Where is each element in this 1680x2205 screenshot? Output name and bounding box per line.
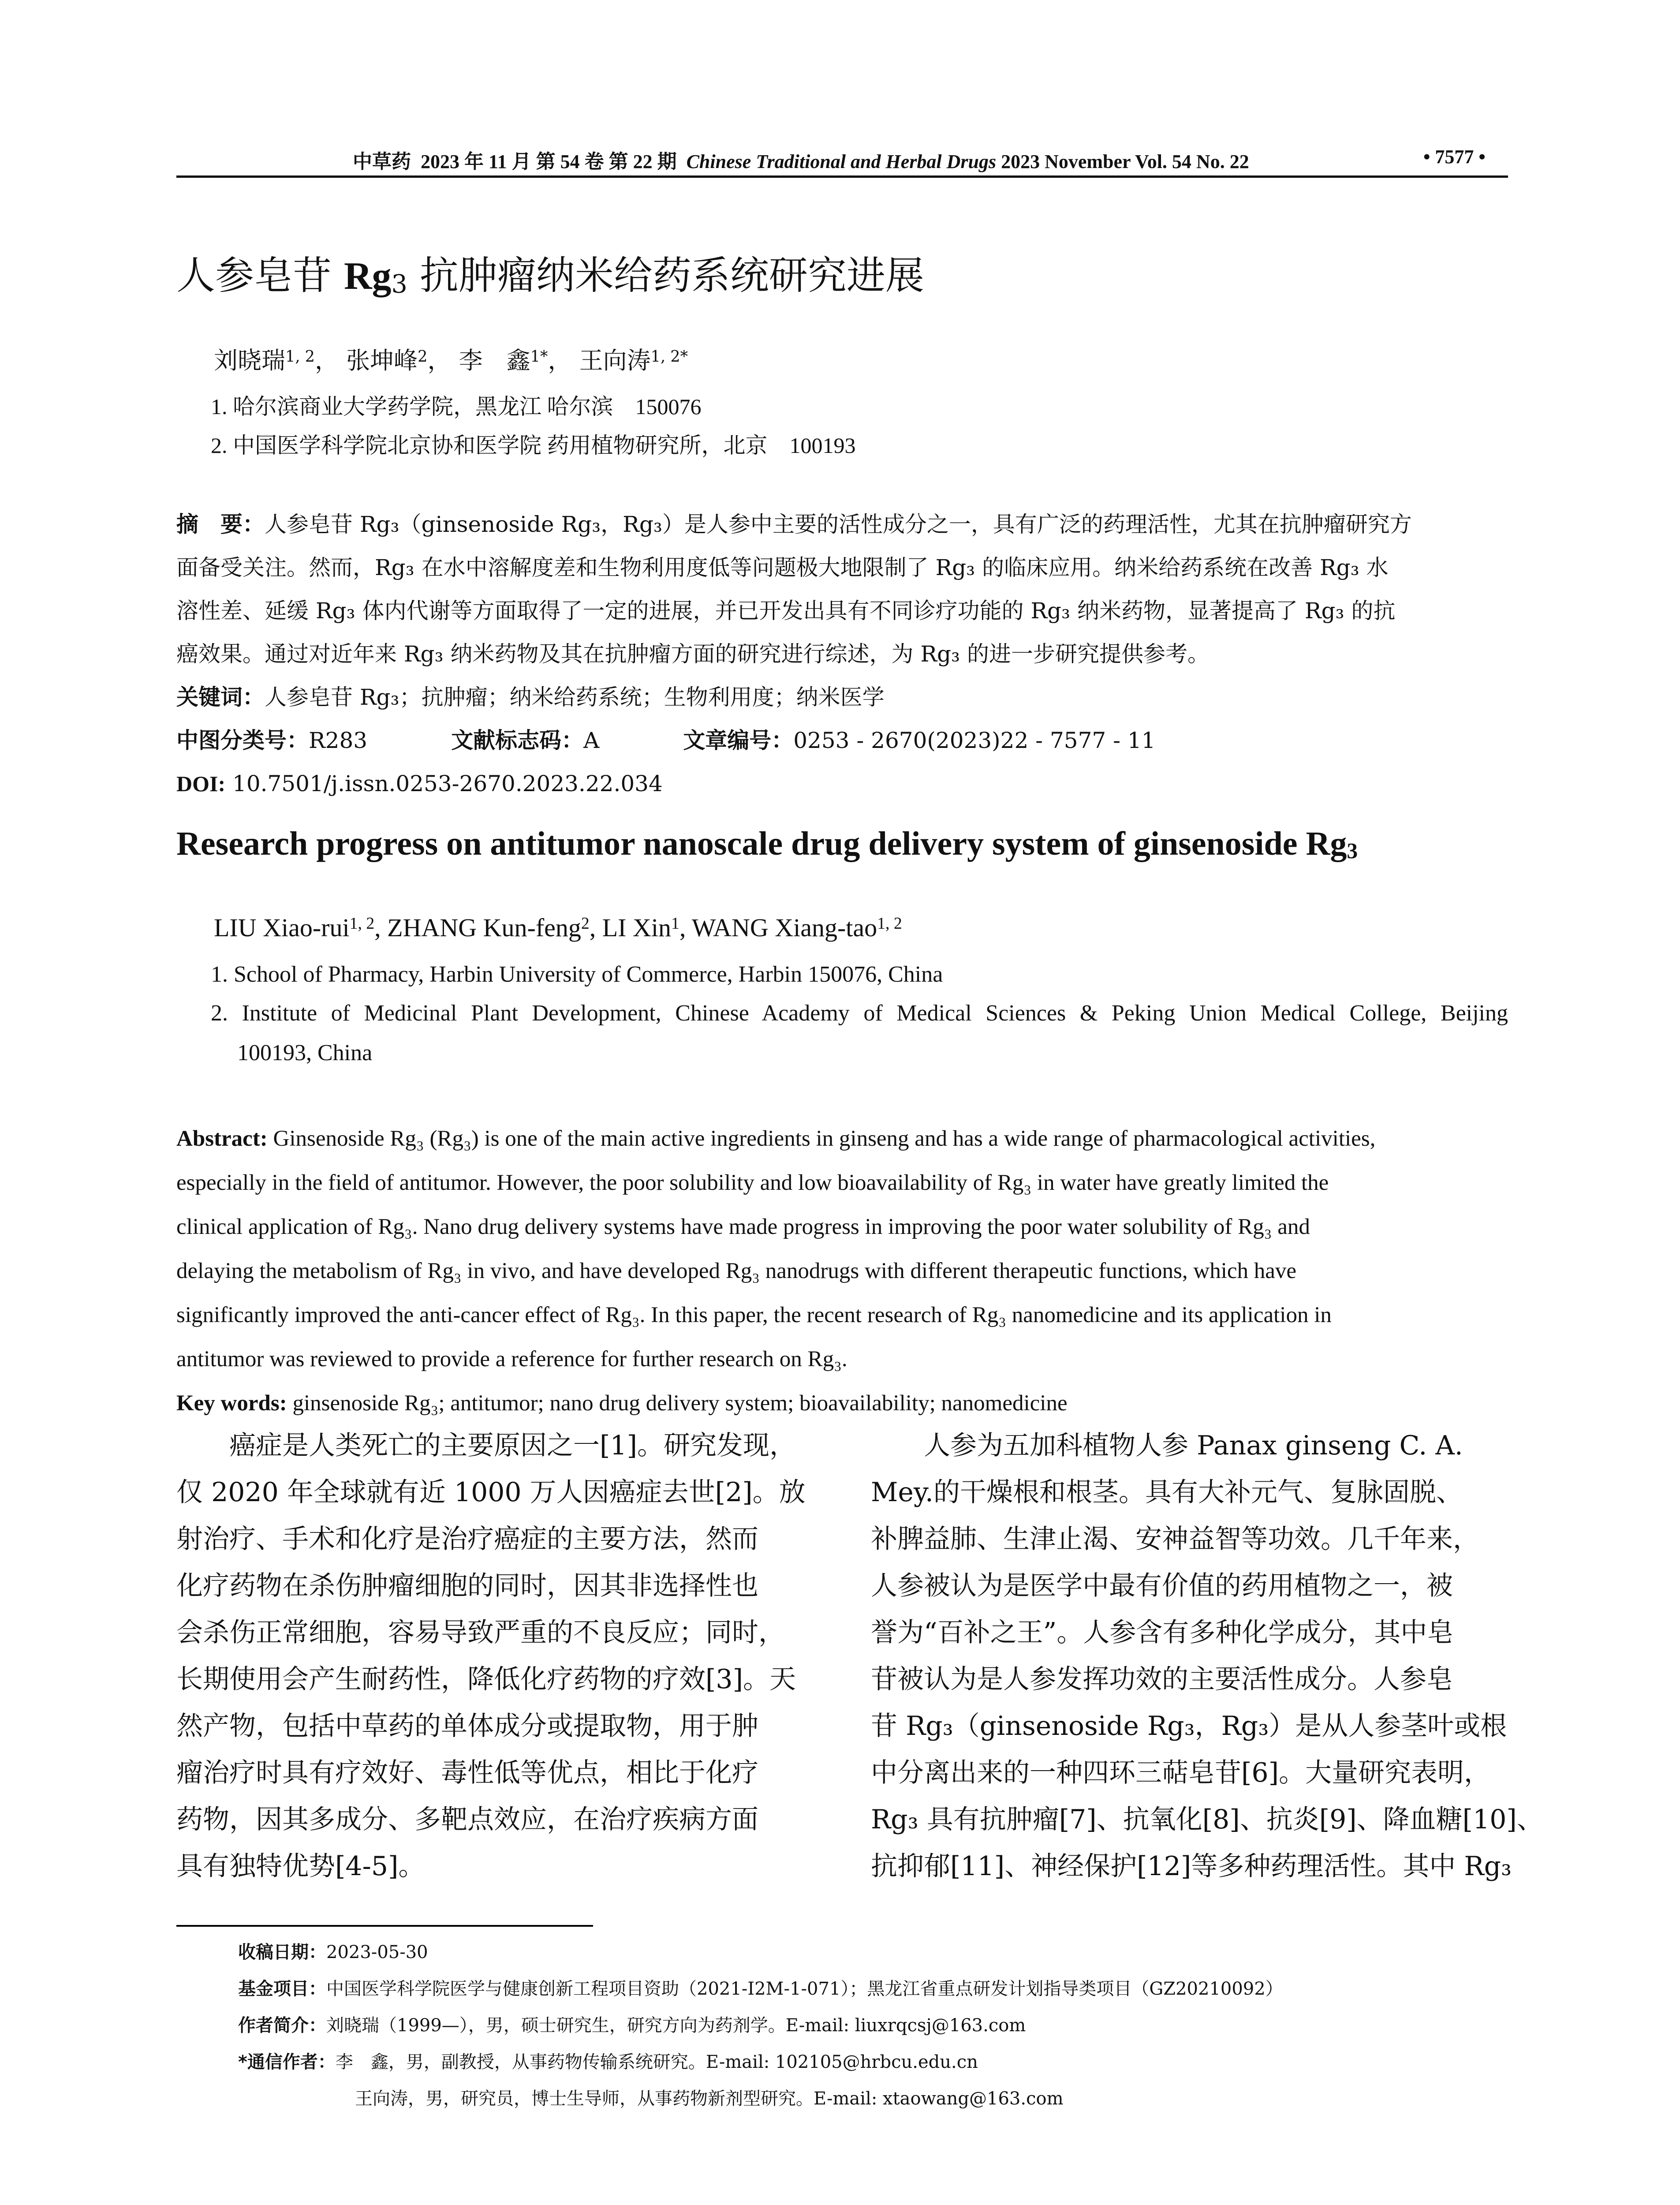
journal-name-en: Chinese Traditional and Herbal Drugs <box>686 151 997 172</box>
affiliation-cn-2: 2. 中国医学科学院北京协和医学院 药用植物研究所，北京 100193 <box>211 433 856 458</box>
authors-cn: 刘晓瑞$^{1, 2}$， 张坤峰$^2$， 李 鑫$^{1*}$， 王向涛$^{1, 2*}$ <box>214 347 688 374</box>
author-affil-sup: 1 <box>671 914 679 933</box>
author-en: LIU Xiao-rui <box>214 913 350 942</box>
abstract-cn-label: 摘 要： <box>176 512 265 537</box>
corr-1: 李 鑫，男，副教授，从事药物传输系统研究。E-mail: 102105@hrbcu.edu.cn <box>335 2052 978 2072</box>
running-header <box>353 146 1249 174</box>
body-line: 苷 Rg₃（ginsenoside Rg₃，Rg₃）是从人参茎叶或根 <box>871 1711 1507 1742</box>
fund-value: 中国医学科学院医学与健康创新工程项目资助（2021-I2M-1-071）；黑龙江省重点研发计划指导类项目（GZ20210092） <box>326 1979 1283 1999</box>
body-line: 射治疗、手术和化疗是治疗癌症的主要方法，然而 <box>176 1524 758 1555</box>
title-cn-sub: 3 <box>391 269 407 299</box>
keywords-cn-label: 关键词： <box>176 684 265 710</box>
body-line: 瘤治疗时具有疗效好、毒性低等优点，相比于化疗 <box>176 1757 758 1788</box>
clc-label: 中图分类号： <box>176 728 309 753</box>
author-affil-sup: 1, 2 <box>349 914 375 933</box>
body-line: 人参为五加科植物人参 Panax ginseng C. A. <box>871 1430 1463 1461</box>
body-line: Mey.的干燥根和根茎。具有大补元气、复脉固脱、 <box>871 1477 1463 1508</box>
abstract-en-line: delaying the metabolism of Rg₃ in vivo, and have developed Rg₃ nanodrugs with different therapeutic functions, which have <box>176 1259 1297 1283</box>
body-line: 会杀伤正常细胞，容易导致严重的不良反应；同时， <box>176 1617 785 1648</box>
issue-cn: 2023 年 11 月 第 54 卷 第 22 期 <box>421 151 677 172</box>
author-affil-sup: 2 <box>418 348 428 366</box>
author-affil-sup: 1, 2* <box>650 348 688 366</box>
body-right-column <box>871 1422 1543 1890</box>
body-line: 然产物，包括中草药的单体成分或提取物，用于肿 <box>176 1711 758 1742</box>
abstract-cn-line: 人参皂苷 Rg₃（ginsenoside Rg₃，Rg₃）是人参中主要的活性成分之一，具有广泛的药理活性，尤其在抗肿瘤研究方 <box>265 512 1412 537</box>
author-cn: 刘晓瑞 <box>214 347 285 374</box>
abstract-en-line: especially in the field of antitumor. However, the poor solubility and low bioavailability of Rg₃ in water have greatly limited the <box>176 1170 1329 1195</box>
author-en: LI Xin <box>602 913 671 942</box>
title-en-main: Research progress on antitumor nanoscale drug delivery system of ginsenoside Rg <box>176 825 1347 862</box>
keywords-en: ginsenoside Rg₃; antitumor; nano drug delivery system; bioavailability; nanomedicine <box>287 1391 1068 1416</box>
body-line: 补脾益肺、生津止渴、安神益智等功效。几千年来， <box>871 1524 1479 1555</box>
author-cn: 王向涛 <box>579 347 651 374</box>
author-affil-sup: 2 <box>581 914 590 933</box>
corr-2: 王向涛，男，研究员，博士生导师，从事药物新剂型研究。E-mail: xtaowang@163.com <box>355 2089 1064 2109</box>
body-line: 抗抑郁[11]、神经保护[12]等多种药理活性。其中 Rg₃ <box>871 1851 1512 1882</box>
body-line: 中分离出来的一种四环三萜皂苷[6]。大量研究表明， <box>871 1757 1490 1788</box>
body-line: Rg₃ 具有抗肿瘤[7]、抗氧化[8]、抗炎[9]、降血糖[10]、 <box>871 1804 1543 1835</box>
body-line: 人参被认为是医学中最有价值的药用植物之一，被 <box>871 1570 1453 1601</box>
abstract-en-label: Abstract: <box>176 1126 268 1151</box>
issue-en: 2023 November Vol. 54 No. 22 <box>1001 151 1249 172</box>
fund <box>238 1975 1283 2000</box>
authors-en: LIU Xiao-rui$^{1, 2}$, ZHANG Kun-feng$^2$, LI Xin$^1$, WANG Xiang-tao$^{1, 2}$ <box>214 913 902 942</box>
abstract-cn-line: 溶性差、延缓 Rg₃ 体内代谢等方面取得了一定的进展，并已开发出具有不同诊疗功能的 Rg₃ 纳米药物，显著提高了 Rg₃ 的抗 <box>176 598 1396 624</box>
doc-code-label: 文献标志码： <box>451 728 584 753</box>
affiliation-en-2-line2: 100193, China <box>237 1040 373 1065</box>
title-en <box>176 825 1358 863</box>
body-line: 长期使用会产生耐药性，降低化疗药物的疗效[3]。天 <box>176 1664 796 1695</box>
article-no-value: 0253 - 2670(2023)22 - 7577 - 11 <box>793 728 1156 753</box>
affiliation-en-1: 1. School of Pharmacy, Harbin University of Commerce, Harbin 150076, China <box>211 962 943 987</box>
author-cn: 李 鑫 <box>459 347 530 374</box>
title-cn-pre: 人参皂苷 <box>176 253 344 298</box>
affiliation-cn-1: 1. 哈尔滨商业大学药学院，黑龙江 哈尔滨 150076 <box>211 394 702 419</box>
article-no-label: 文章编号： <box>683 728 794 753</box>
author-affil-sup: 1* <box>530 348 548 366</box>
header-rule <box>176 176 1508 178</box>
classification-row <box>176 719 1508 762</box>
body-line: 具有独特优势[4-5]。 <box>176 1851 425 1882</box>
abstract-cn <box>176 503 1508 805</box>
bio-value: 刘晓瑞（1999—），男，硕士研究生，研究方向为药剂学。E-mail: liuxrqcsj@163.com <box>326 2015 1026 2036</box>
footnote-rule <box>176 1925 593 1927</box>
received-value: 2023-05-30 <box>326 1942 428 1962</box>
body-line: 药物，因其多成分、多靶点效应，在治疗疾病方面 <box>176 1804 758 1835</box>
body-line: 苷被认为是人参发挥功效的主要活性成分。人参皂 <box>871 1664 1453 1695</box>
title-cn <box>176 245 924 300</box>
body-line: 化疗药物在杀伤肿瘤细胞的同时，因其非选择性也 <box>176 1570 758 1601</box>
abstract-en-line: Ginsenoside Rg₃ (Rg₃) is one of the main active ingredients in ginseng and has a wide range of pharmacological activities, <box>267 1126 1376 1151</box>
author-bio <box>238 2011 1026 2037</box>
abstract-cn-line: 面备受关注。然而，Rg₃ 在水中溶解度差和生物利用度低等问题极大地限制了 Rg₃ 的临床应用。纳米给药系统在改善 Rg₃ 水 <box>176 555 1389 580</box>
fund-label: 基金项目： <box>238 1979 326 1999</box>
abstract-en <box>176 1117 1508 1425</box>
abstract-en-line: clinical application of Rg₃. Nano drug delivery systems have made progress in improving the poor water solubility of Rg₃ and <box>176 1215 1310 1239</box>
body-line: 仅 2020 年全球就有近 1000 万人因癌症去世[2]。放 <box>176 1477 806 1508</box>
page-number: • 7577 • <box>1423 146 1486 168</box>
body-line: 癌症是人类死亡的主要原因之一[1]。研究发现， <box>176 1430 796 1461</box>
abstract-en-line: significantly improved the anti-cancer effect of Rg₃. In this paper, the recent research of Rg₃ nanomedicine and its application in <box>176 1303 1332 1327</box>
doc-code-value: A <box>583 728 600 753</box>
title-cn-rg: Rg <box>343 255 392 298</box>
author-affil-sup: 1, 2 <box>285 348 315 366</box>
title-cn-post: 抗肿瘤纳米给药系统研究进展 <box>407 253 924 298</box>
keywords-cn: 人参皂苷 Rg₃；抗肿瘤；纳米给药系统；生物利用度；纳米医学 <box>265 684 885 710</box>
body-left-column <box>176 1422 814 1890</box>
doi-value: 10.7501/j.issn.0253-2670.2023.22.034 <box>232 771 663 796</box>
abstract-cn-line: 癌效果。通过对近年来 Rg₃ 纳米药物及其在抗肿瘤方面的研究进行综述，为 Rg₃ 的进一步研究提供参考。 <box>176 641 1210 667</box>
abstract-en-line: antitumor was reviewed to provide a reference for further research on Rg₃. <box>176 1347 847 1372</box>
keywords-en-label: Key words: <box>176 1391 287 1416</box>
corr-label: *通信作者： <box>238 2052 336 2072</box>
title-en-sub: 3 <box>1347 838 1358 863</box>
journal-name-cn: 中草药 <box>353 151 411 172</box>
received-date <box>238 1938 428 1963</box>
clc-value: R283 <box>309 728 368 753</box>
corresponding-author <box>238 2048 978 2073</box>
body-line: 誉为“百补之王”。人参含有多种化学成分，其中皂 <box>871 1617 1454 1648</box>
author-affil-sup: 1, 2 <box>877 914 902 933</box>
bio-label: 作者简介： <box>238 2015 326 2036</box>
author-en: WANG Xiang-tao <box>691 913 877 942</box>
doi-label: DOI: <box>176 771 226 796</box>
author-cn: 张坤峰 <box>346 347 418 374</box>
received-label: 收稿日期： <box>238 1942 326 1962</box>
affiliation-en-2-line1: 2. Institute of Medicinal Plant Development, Chinese Academy of Medical Sciences & Peking Union Medical College, Beijing <box>211 1001 1508 1026</box>
author-en: ZHANG Kun-feng <box>387 913 581 942</box>
